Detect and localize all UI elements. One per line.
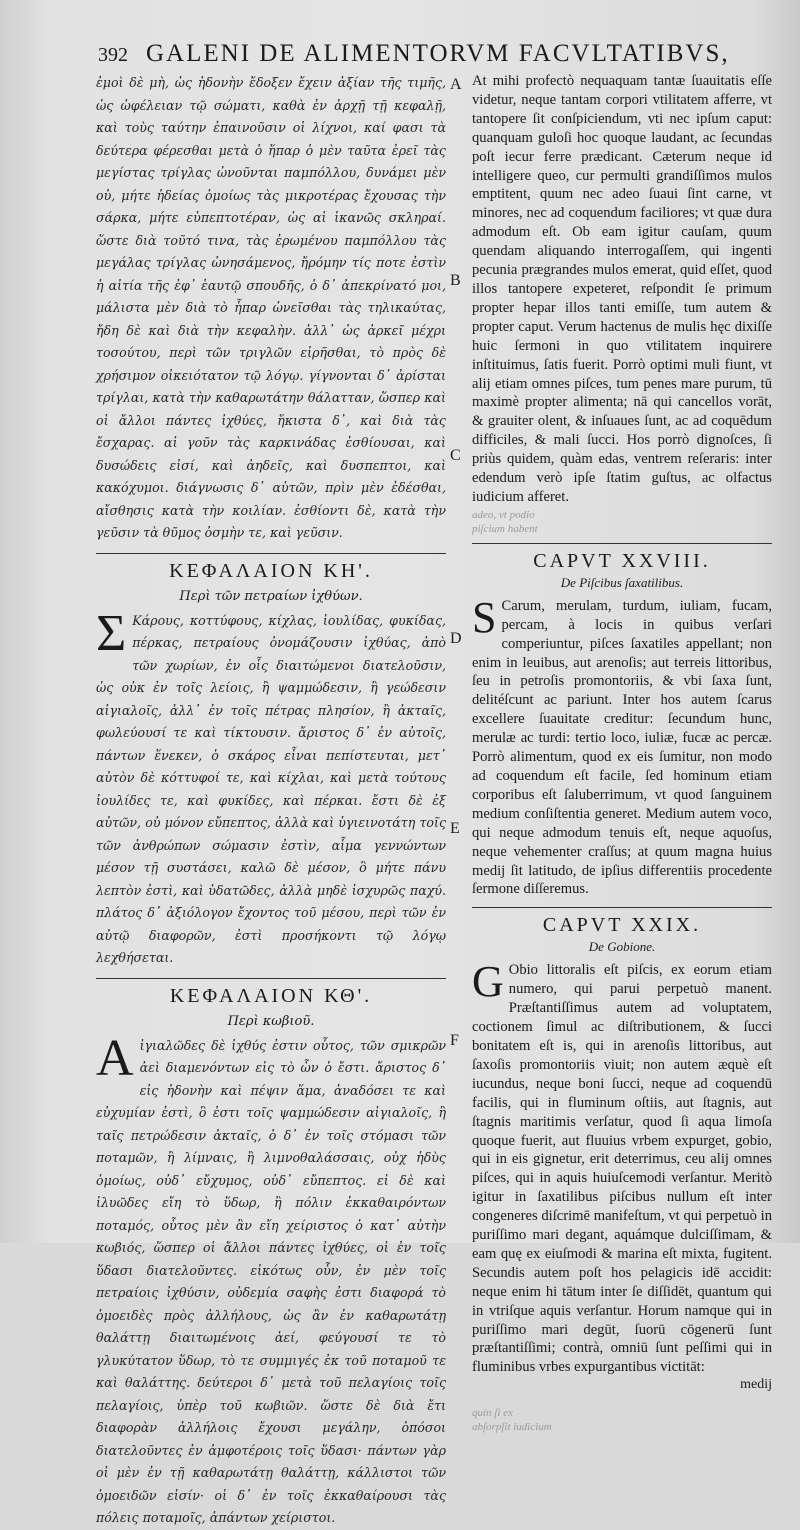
latin-dropcap-s: S xyxy=(472,592,497,642)
catchword: medij xyxy=(740,1377,772,1393)
margin-markers xyxy=(446,72,472,1232)
greek-dropcap-alpha: Α xyxy=(96,1029,134,1087)
bleed-through-line: quin ſi ex xyxy=(472,1407,513,1420)
latin-chapter-28-heading: CAPVT XXVIII. xyxy=(533,549,711,572)
section-rule xyxy=(472,543,772,544)
greek-dropcap-sigma: Σ xyxy=(96,604,127,662)
latin-intro-paragraph: At mihi profectò nequaquam tantæ ſuauitatis eſſe videtur, neque tantam corpori vtilitatem afferre, vt tantopere ſit conſpiciendum, vti nec ipſum caput: quanquam guloſi hoc quoque laudant, ac ſecundas poſt iecur ferre prædicant. Cæterum neque id intelligere queo, cur permulti grandiſſimos mulos emptitent, quum nec adeo ſuaui ſint carne, vt minores, nec ad coquendum faciliores; vt quæ dura admodum eſt. Ob eam igitur cauſam, quum quendam aliquando interrogaſſem, qui ingenti pecunia prægrandes mulos emerat, quid eſſet, quod illos tantopere expeteret, reſpondit ſe primum propter hepar illos tanti emiſſe, tum autem & propter caput. Verum hactenus de mulis hęc dixiſſe huic ſermoni in quo vtilitatem inquirere inſtituimus, ſatis fuerit. Porrò optimi muli fiunt, vt alij etiam omnes piſces, tum penes mare purum, tū maximè propter alimenta; nā qui cancellos vorāt, & grauiter olent, & inſuaues ſunt, ac ad coquēdum difficiles, & mali ſucci. Hos porrò dignoſces, ſi priùs quidem, quàm edas, ventrem reſeraris: inter edendum verò ipſe ſtatim guſtus, ac olfactus iudicium afferet. xyxy=(472,73,772,505)
section-rule xyxy=(96,978,446,979)
greek-chapter-29-subheading: Περὶ κωβιοῦ. xyxy=(227,1013,315,1029)
latin-chapter-29-text: Obio littoralis eſt piſcis, ex eorum etiam numero, qui parui perpetuò manent. Præſtantiſſimus autem ad voluptatem, coctionem ſimul ac diſtributionem, & ſucci bonitatem eſt is, qui in arenoſis littoribus, aut ſaxoſis promontoriis viuit; non autem æquè eſt iucundus, neque boni ſucci, neque ad coquendū facilis, qui in fluminum oſtiis, aut ſtagnis, aut ſtagnis maritimis verſatur, quod ſi aqua limoſa quoque fuerit, aut fluuius vrbem expurget, gobio, qui in eis gignetur, erit deterrimus, ceu alij omnes piſces, qui in aquis huiuſcemodi verſantur. Meritò igitur in ſaxatilibus piſcibus nullum eſt inter congeneres diſcrimē manifeſtum, vt qui perpetuò in puriſſimo mari degant, aquámque dulciſſimam, & eam quę ex eiuſmodi & marina eſt mixta, fugitent. Secundis autem poſt hos pelagicis idē accidit: neque enim hi tātum inter ſe diſſidēt, quantum qui in vtriſque aquis verſantur. Horum namque qui in puriſſimo mari degūt, ſuorū cōgenerū ſunt præſtantiſſimi; contrà, omniū ſunt peſſimi qui in fluminibus vrbes expurgantibus victitāt: xyxy=(472,962,772,1376)
latin-chapter-28-text: Carum, merulam, turdum, iuliam, fucam, percam, à locis in quibus verſari comperiuntur, piſces ſaxatiles appellant; non enim in leuibus, aut arenoſis; aut terreis littoribus, ſeu in petroſis promontoriis, & vbi ſaxa ſunt, delitéſcunt ac pariunt. Inter hos autem ſcarus excellere ſuauitate creditur: ſecundum hunc, merulæ ac turdi: tertio loco, iuliæ, fucæ ac percæ. Porrò alimentum, quod ex eis ſumitur, non modo ad coquendum eſt facile, ſed hominum etiam corporibus eſt ſaluberrimum, vt quod ſanguinem medium conſiſtentia generet. Medium autem voco, qui neque admodum tenuis eſt, neque aquoſus, neque vehementer craſſus; at quum magna huius medij ſit latitudo, de ipſius differentiis procedente ſermone diſſeremus. xyxy=(472,597,772,898)
greek-chapter-28-heading: ΚΕΦΑΛΑΙΟΝ ΚΗ'. xyxy=(169,559,373,582)
greek-chapter-29-heading: ΚΕΦΑΛΑΙΟΝ ΚΘ'. xyxy=(169,984,373,1007)
running-title: GALENI DE ALIMENTORVM FACVLTATIBVS, xyxy=(146,40,730,67)
latin-column xyxy=(472,72,772,1434)
page-number: 392 xyxy=(98,44,128,66)
latin-chapter-28-subheading: De Piſcibus ſaxatilibus. xyxy=(560,574,684,590)
margin-marker-b: B xyxy=(450,272,461,289)
section-rule xyxy=(472,907,772,908)
greek-chapter-29-text: ἰγιαλῶδες δὲ ἰχθύς ἐστιν οὗτος, τῶν σμικρῶν ἀεὶ διαμενόντων εἰς τὸ ὧν ὁ ἔστι. ἄριστος δ᾽ εἰς ἡδονὴν καὶ πέψιν ἅμα, ἀναδόσει τε καὶ εὐχυμίαν ἐστὶ, ὃ ἐστι τοῖς ψαμμώδεσιν αἰγιαλοῖς, ἢ ταῖς πετρώδεσιν ἀκταῖς, ὁ δ᾽ ἐν τοῖς στόμασι τῶν ποταμῶν, ἢ λίμναις, ἢ λιμνοθαλάσσαις, οὐχ ἡδὺς ὁμοίως, οὐδ᾽ εὔχυμος, οὐδ᾽ εὔπεπτος. εἰ δὲ καὶ ἰλυῶδες εἴη τὸ ὕδωρ, ἢ πόλιν ἐκκαθαιρόντων ποταμός, οὗτος μὲν ἂν εἴη χείριστος ὁ κατ᾽ αὐτὴν κωβιός, ὥσπερ οἱ ἄλλοι πάντες ἰχθύες, οἱ ἐν τοῖς ὕδασι διατελοῦντες. εἰκότως οὖν, ἐν μὲν τοῖς πετραίοις ἰχθύσιν, οὐδεμία σαφὴς ἐστι διαφορά τὸ ὁμοειδὲς πρὸς ἀλλήλους, ὡς ἂν ἐν καθαρωτάτῃ θαλάττῃ διαιτωμένοις ἀεί, φεύγουσί τε τὸ γλυκύτατον ὕδωρ, τὸ τε συμμιγές ἐκ τοῦ ποταμοῦ τε καὶ θαλάττης. δεύτεροι δ᾽ μετὰ τοῦ πελαγίοις τοῖς πελαγίοις, ὑπὲρ τοῦ κωβιῶν. ὥστε δὲ διὰ ἔτι διαφορὰν ἀλλήλοις ἔχουσι μεγάλην, ὁπόσοι διατελοῦντες ἐν ἀμφοτέροις τοῖς ὕδασι· πάντων γὰρ οἱ μὲν ἐν τῇ καθαρωτάτῃ θαλάττῃ, κάλλιστοι τῶν ὁμοειδῶν εἰσίν· οἱ δ᾽ ἐν τοῖς ἐκκαθαίρουσι τὰς πόλεις ποταμοῖς, ἁπάντων χείριστοι. xyxy=(96,1037,446,1525)
greek-chapter-28-body xyxy=(96,604,446,970)
margin-marker-d: D xyxy=(450,630,462,647)
running-head xyxy=(98,40,770,70)
greek-intro-paragraph: ἐμοὶ δὲ μὴ, ὡς ἡδονὴν ἔδοξεν ἔχειν ἀξίαν τῆς τιμῆς, ὡς ὠφέλειαν τῷ σώματι, καθὰ ἐν ἀρχῇ τῇ κεφαλῇ, καὶ τοὺς ταύτην ἐπαινοῦσιν οἱ λίχνοι, καί φασι τὰ δεύτερα φέρεσθαι μετὰ ὁ ἥπαρ ὁ μὲν ταῦτα ἐρεῖ τὰς μεγίστας τρίγλας ὠνοῦνται παμπόλλου, δυνάμει μὲν οὐ, μήτε ἡδείας ὁμοίως τὰς μικροτέρας ἔχουσας τὴν σάρκα, μήτε εὐπεπτοτέραν, ὡς αἱ ἱκανῶς σκληραί. ὥστε διὰ τοῦτό τινα, τὰς ἐρωμένου παμπόλλου τὰς μεγάλας τρίγλας ὠνησάμενος, ἤρόμην τίς ποτε ἐστὶν ἡ αἰτία τῆς ἐφ᾽ ἑαυτῷ σπουδῆς, ὁ δ᾽ ἀπεκρίνατό μοι, μάλιστα μὲν διὰ τὸ ἧπαρ ὠνεῖσθαι τὰς τηλικαύτας, ἤδη δὲ καὶ διὰ τὴν κεφαλὴν. ἀλλ᾽ ὡς ἀρκεῖ μέχρι τοσούτου, περὶ τῶν τριγλῶν εἰρῆσθαι, τὸ πρὸς δὲ χρήσιμον οἰκειότατον τῷ λόγῳ. γίγνονται δ᾽ ἀρίσται τρίγλαι, κατὰ τὴν καθαρωτάτην θάλατταν, ὥσπερ καὶ οἱ ἄλλοι πάντες ἰχθύες, ἥκιστα δ᾽, καὶ διὰ τὰς ἔσχαρας. αἱ γοῦν τὰς καρκινάδας ἐσθίουσαι, καὶ δυσώδεις εἰσί, καὶ ἀηδεῖς, καὶ δυσπεπτοι, καὶ κακόχυμοι. διάγνωσις δ᾽ αὐτῶν, πρὶν μὲν ἐδέσθαι, αἴσθησις κατὰ τὴν κοιλίαν. ἐσθίοντι δὲ, κατὰ τὴν γεῦσιν τὰ θῦμος ὀσμὴν τε, καὶ γεῦσιν. xyxy=(96,75,446,540)
margin-marker-e: E xyxy=(450,820,460,837)
latin-chapter-29-subheading: De Gobione. xyxy=(588,939,656,955)
bleed-through-line: piſcium habent xyxy=(472,522,538,535)
greek-chapter-29-body xyxy=(96,1029,446,1530)
section-rule xyxy=(96,553,446,554)
bleed-through-line: abſorpſit iudicium xyxy=(472,1421,552,1434)
greek-chapter-28-text: Κάρους, κοττύφους, κίχλας, ἰουλίδας, φυκίδας, πέρκας, πετραίους ὀνομάζουσιν ἰχθύας, ἀπὸ τῶν χωρίων, ἐν οἷς διαιτώμενοι διατελοῦσιν, ὡς οὐκ ἐν τοῖς λείοις, ἢ ψαμμώδεσιν, ἢ γεώδεσιν αἰγιαλοῖς, ἀλλ᾽ ἐν τοῖς πέτρας πλησίον, ἢ ἀκταῖς, φωλεύουσί τε καὶ τίκτουσιν. ἄριστος δ᾽ ἐν αὐτοῖς, πάντων ἕνεκεν, ὁ σκάρος εἶναι πεπίστευται, μετ᾽ αὐτὸν δὲ κόττυφοί τε, καὶ κίχλαι, καὶ μετὰ τούτους ἰουλίδες τε, καὶ φυκίδες, καὶ πέρκαι. ἔστι δὲ ἐξ αὐτῶν, οὐ μόνον εὔπεπτος, ἀλλὰ καὶ ὑγιεινοτάτη τοῖς τῶν ἀνθρώπων σώμασιν ἐστὶν, αἷμα γεννώντων μέσον τῇ συστάσει, καλῶ δὲ μέσον, ὃ μήτε πάνυ λεπτὸν ἐστὶ, καὶ ὑδατῶδες, ἀλλὰ μηδὲ ἰσχυρῶς παχύ. πλάτος δ᾽ ἀξιόλογον ἔχοντος τοῦ μέσου, περὶ τῶν ἐν αὐτῷ διαφορῶν, ἐστὶ προσήκοντι τῷ λόγῳ λεχθήσεται. xyxy=(96,612,446,965)
margin-marker-a: A xyxy=(450,76,462,93)
margin-marker-c: C xyxy=(450,447,461,464)
greek-column xyxy=(96,72,446,1525)
latin-dropcap-g: G xyxy=(472,957,504,1007)
bleed-through-line: adeo, vt podio xyxy=(472,508,535,521)
latin-chapter-28-body xyxy=(472,592,772,900)
latin-chapter-29-body xyxy=(472,957,772,1377)
greek-chapter-28-subheading: Περὶ τῶν πετραίων ἰχθύων. xyxy=(179,588,363,604)
margin-marker-f: F xyxy=(450,1032,459,1049)
latin-chapter-29-heading: CAPVT XXIX. xyxy=(542,914,702,937)
